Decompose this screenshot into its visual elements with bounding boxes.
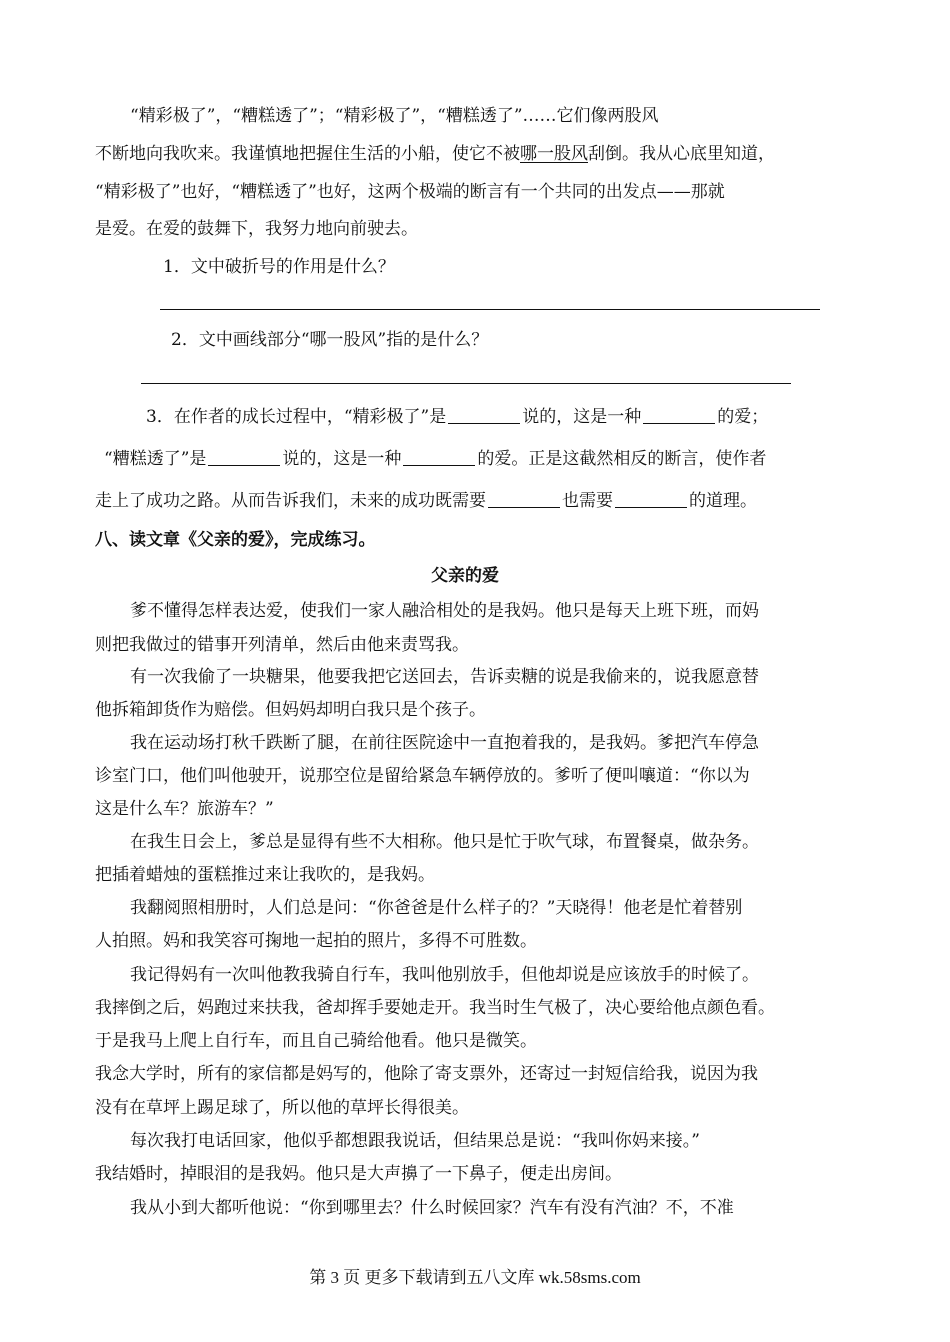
blank-1[interactable] [448,405,520,424]
article-line-18: 我结婚时，掉眼泪的是我妈。他只是大声擤了一下鼻子，便走出房间。 [95,1164,622,1184]
article-line-7: 这是什么车？旅游车？” [95,799,274,819]
q3-text-i: 的道理。 [689,491,757,511]
article-line-14: 于是我马上爬上自行车，而且自己骑给他看。他只是微笑。 [95,1031,537,1051]
page-footer: 第 3 页 更多下载请到五八文库 wk.58sms.com [309,1268,641,1287]
article-line-8: 在我生日会上，爹总是显得有些不大相称。他只是忙于吹气球，布置餐桌，做杂务。 [130,832,759,852]
answer-line-1[interactable] [160,309,820,310]
passage-line-1: “精彩极了”，“糟糕透了”；“精彩极了”，“糟糕透了”……它们像两股风 [130,106,659,126]
article-line-16: 没有在草坪上踢足球了，所以他的草坪长得很美。 [95,1098,469,1118]
article-line-10: 我翻阅照相册时，人们总是问：“你爸爸是什么样子的？”天晓得！他老是忙着替别 [130,898,743,918]
article-line-19: 我从小到大都听他说：“你到哪里去？什么时候回家？汽车有没有汽油？不，不准 [130,1198,734,1218]
article-line-2: 则把我做过的错事开列清单，然后由他来责骂我。 [95,635,469,655]
blank-4[interactable] [403,447,475,466]
article-line-1: 爹不懂得怎样表达爱，使我们一家人融洽相处的是我妈。他只是每天上班下班，而妈 [130,601,759,621]
passage-line-2-tail: 刮倒。我从心底里知道， [588,144,775,164]
article-line-5: 我在运动场打秋千跌断了腿，在前往医院途中一直抱着我的，是我妈。爹把汽车停急 [130,733,759,753]
article-line-9: 把插着蜡烛的蛋糕推过来让我吹的，是我妈。 [95,865,435,885]
question-3-line-2 [104,447,766,471]
q3-text-g: 走上了成功之路。从而告诉我们，未来的成功既需要 [95,491,486,511]
q3-text-b: 说的，这是一种 [522,407,642,427]
q3-text-d: “糟糕透了”是 [104,449,207,469]
article-line-12: 我记得妈有一次叫他教我骑自行车，我叫他别放手，但他却说是应该放手的时候了。 [130,965,759,985]
article-title: 父亲的爱 [431,566,499,586]
blank-3[interactable] [208,447,280,466]
passage-line-4: 是爱。在爱的鼓舞下，我努力地向前驶去。 [95,219,418,239]
article-line-13: 我摔倒之后，妈跑过来扶我，爸却挥手要她走开。我当时生气极了，决心要给他点颜色看。 [95,998,775,1018]
article-line-4: 他拆箱卸货作为赔偿。但妈妈却明白我只是个孩子。 [95,700,486,720]
article-line-15: 我念大学时，所有的家信都是妈写的，他除了寄支票外，还寄过一封短信给我，说因为我 [95,1064,758,1084]
article-line-3: 有一次我偷了一块糖果，他要我把它送回去，告诉卖糖的说是我偷来的，说我愿意替 [130,667,759,687]
q3-text-c: 的爱； [717,407,769,427]
underlined-phrase: 哪一股风 [520,144,588,164]
passage-line-3: “精彩极了”也好，“糟糕透了”也好，这两个极端的断言有一个共同的出发点——那就 [95,182,725,202]
question-2: 2．文中画线部分“哪一股风”指的是什么？ [171,330,489,350]
article-line-11: 人拍照。妈和我笑容可掬地一起拍的照片，多得不可胜数。 [95,931,537,951]
blank-2[interactable] [643,405,715,424]
question-1: 1．文中破折号的作用是什么？ [163,257,395,277]
q3-text-h: 也需要 [562,491,613,511]
blank-5[interactable] [488,489,560,508]
answer-line-2[interactable] [141,383,791,384]
article-line-6: 诊室门口，他们叫他驶开，说那空位是留给紧急车辆停放的。爹听了便叫嚷道：“你以为 [95,766,750,786]
passage-line-2 [95,142,775,166]
q3-text-f: 的爱。正是这截然相反的断言，使作者 [477,449,767,469]
question-3-line-1 [146,405,768,429]
passage-line-2-head: 不断地向我吹来。我谨慎地把握住生活的小船，使它不被 [95,144,520,164]
article-line-17: 每次我打电话回家，他似乎都想跟我说话，但结果总是说：“我叫你妈来接。” [130,1131,700,1151]
question-3-line-3 [95,489,757,513]
q3-text-e: 说的，这是一种 [282,449,402,469]
blank-6[interactable] [615,489,687,508]
section-heading: 八、读文章《父亲的爱》，完成练习。 [95,530,376,550]
q3-text-a: 3．在作者的成长过程中，“精彩极了”是 [146,407,447,427]
